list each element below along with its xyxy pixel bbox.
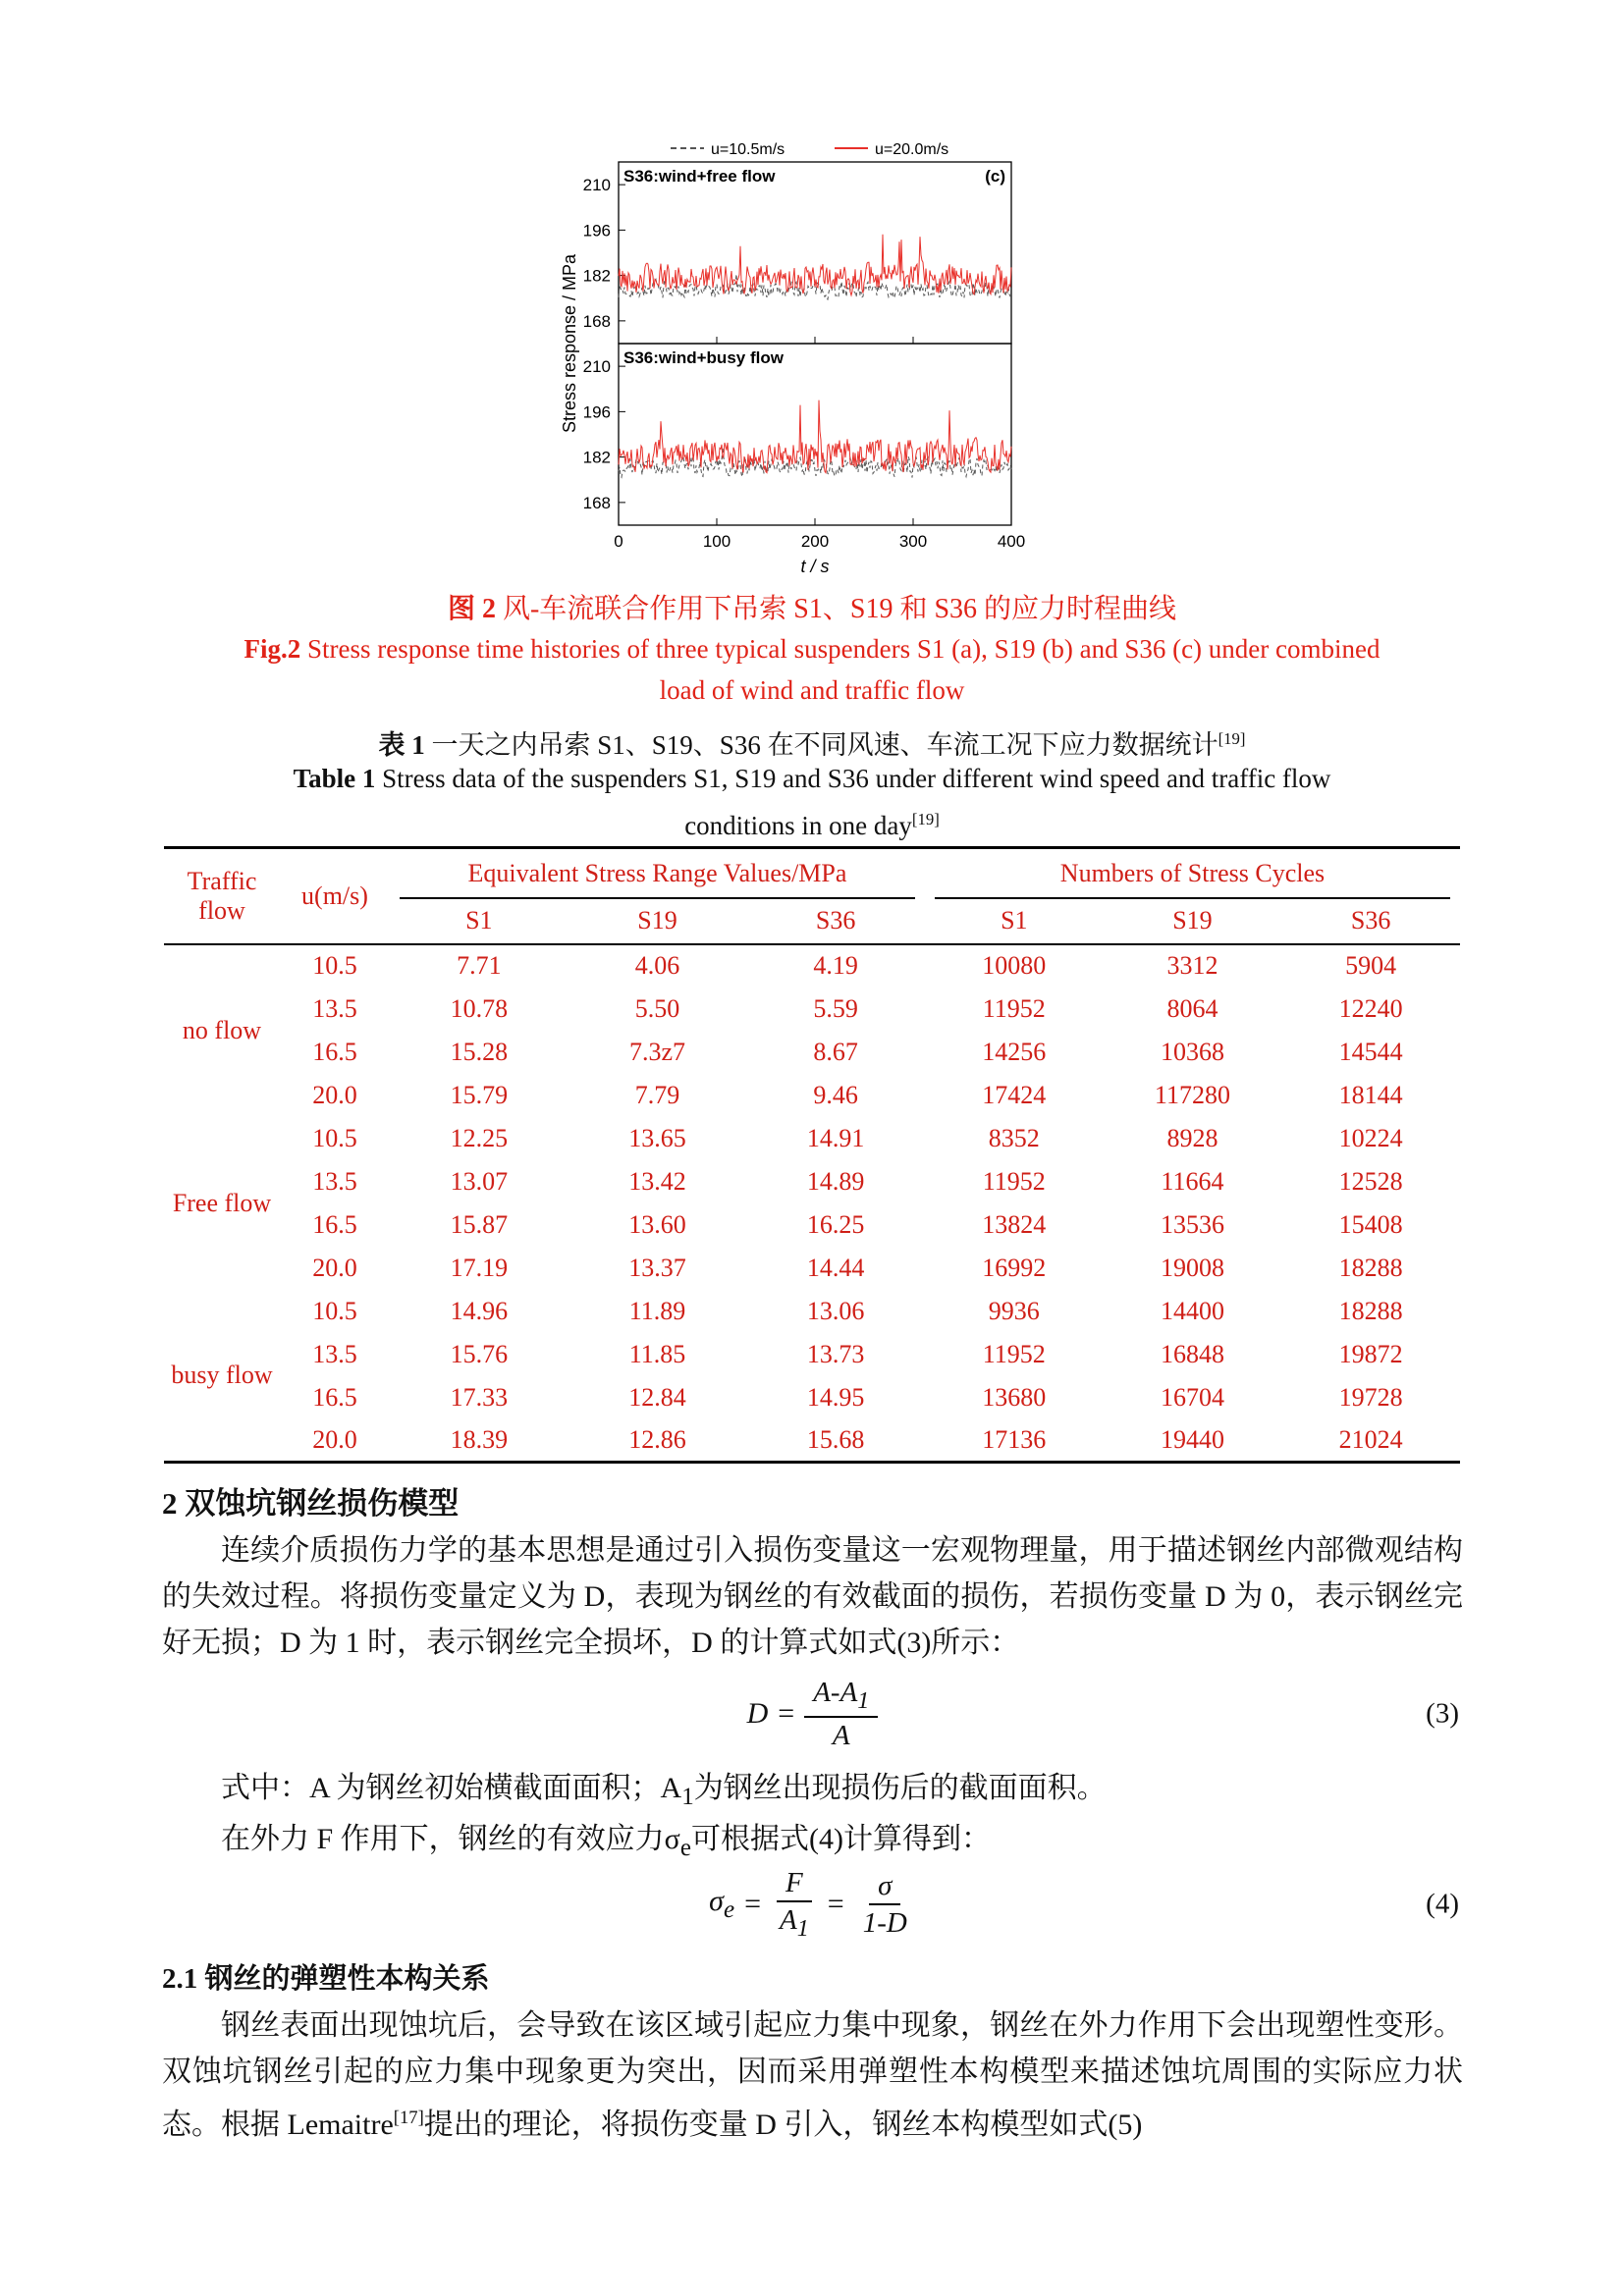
u-value-cell: 13.5 [312, 1166, 357, 1196]
u-value-cell: 10.5 [312, 1296, 357, 1325]
u-value-cell: 20.0 [312, 1424, 357, 1454]
equation-4-fraction-2-num: σ [869, 1868, 900, 1905]
table-cell: 13.42 [628, 1166, 686, 1196]
paragraph-constitutive [162, 2002, 1463, 2148]
table-cell: 3312 [1166, 951, 1218, 980]
table-cell: 5.50 [634, 993, 680, 1023]
table-row [164, 1031, 1460, 1074]
y-axis-label: Stress response / MPa [560, 253, 579, 434]
u-value-cell: 13.5 [312, 993, 357, 1023]
table-cell: 10.78 [450, 993, 509, 1023]
table-row [164, 1247, 1460, 1290]
table-row [164, 1290, 1460, 1333]
x-tick-label: 200 [800, 532, 830, 551]
equation-4-body [709, 1865, 916, 1944]
table-row [164, 1203, 1460, 1247]
figure-caption-zh [0, 589, 1624, 630]
table-row [164, 944, 1460, 988]
table-cell: 7.71 [457, 951, 502, 980]
table-caption-en-reference: [19] [911, 810, 940, 828]
table-cell: 8928 [1166, 1123, 1218, 1152]
table-row [164, 1074, 1460, 1117]
figure-caption-en-label: Fig.2 [244, 634, 301, 664]
table-cell: 14544 [1338, 1037, 1403, 1066]
figure-2-chart [560, 137, 1031, 584]
equation-4-fraction-2-den: 1-D [862, 1907, 907, 1939]
eq4-intro-sub: e [679, 1835, 691, 1861]
table-cell: 12.86 [628, 1424, 686, 1454]
table-cell: 19872 [1338, 1339, 1403, 1368]
table-cell: 15.79 [450, 1080, 509, 1109]
table-cell: 16848 [1160, 1339, 1224, 1368]
y-tick-label: 168 [582, 311, 611, 331]
constitutive-text-a: 钢丝表面出现蚀坑后，会导致在该区域引起应力集中现象，钢丝在外力作用下会出现塑性变形。双蚀坑钢丝引起的应力集中现象更为突出，因而采用弹塑性本构模型来描述蚀坑周围的实际应力状态。根据 Lemaitre [162, 2009, 1463, 2141]
table-cell: 14.95 [806, 1382, 865, 1412]
y-tick-label: 182 [582, 448, 611, 467]
traffic-flow-group-label: Free flow [172, 1188, 272, 1217]
equation-4-fraction-2 [854, 1868, 916, 1942]
table-cell: 10368 [1160, 1037, 1224, 1066]
equation-3-number: (3) [1426, 1697, 1459, 1730]
col-header-s36-range: S36 [746, 899, 925, 944]
table-cell: 8352 [988, 1123, 1040, 1152]
equation-3-denominator: A [832, 1719, 850, 1751]
table-cell: 19008 [1160, 1253, 1224, 1282]
col-group-stress-cycles: Numbers of Stress Cycles [925, 848, 1460, 899]
table-cell: 11952 [982, 993, 1046, 1023]
y-tick-label: 168 [582, 493, 611, 512]
panel-frame-0 [619, 162, 1011, 344]
table-cell: 12528 [1338, 1166, 1403, 1196]
table-cell: 13.73 [806, 1339, 865, 1368]
table-cell: 16.25 [806, 1209, 865, 1239]
table-cell: 15.28 [450, 1037, 509, 1066]
table-cell: 11664 [1161, 1166, 1224, 1196]
x-tick-label: 0 [614, 532, 623, 551]
equation-3 [162, 1669, 1463, 1759]
table-cell: 13.06 [806, 1296, 865, 1325]
eq4-intro-text-b: 可根据式(4)计算得到： [690, 1823, 991, 1855]
equation-4-lhs [709, 1885, 734, 1924]
equation-3-numerator-sub: 1 [857, 1686, 870, 1714]
table-cell: 17424 [982, 1080, 1047, 1109]
table-cell: 9.46 [813, 1080, 858, 1109]
col-group-stress-range: Equivalent Stress Range Values/MPa [390, 848, 925, 899]
table-row [164, 988, 1460, 1031]
col-header-u: u(m/s) [280, 848, 390, 944]
section-2-heading: 2 双蚀坑钢丝损伤模型 [162, 1486, 460, 1521]
x-tick-label: 400 [997, 532, 1026, 551]
table-cell: 19728 [1338, 1382, 1403, 1412]
stress-chart [560, 137, 1031, 584]
legend-label-1: u=20.0m/s [875, 141, 949, 158]
table-cell: 13.37 [628, 1253, 686, 1282]
equation-4-lhs-sub: e [723, 1896, 735, 1923]
table-caption-en [241, 758, 1383, 846]
panel-title-1: S36:wind+busy flow [623, 348, 784, 367]
y-tick-label: 196 [582, 402, 611, 422]
equation-4-fraction-1-num: F [777, 1865, 812, 1902]
u-value-cell: 10.5 [312, 1123, 357, 1152]
panel-frame-1 [619, 344, 1011, 525]
table-caption-zh-text: 一天之内吊索 S1、S19、S36 在不同风速、车流工况下应力数据统计 [424, 730, 1218, 760]
panel-title-0: S36:wind+free flow [623, 167, 776, 186]
table-cell: 12.25 [450, 1123, 509, 1152]
y-tick-label: 182 [582, 266, 611, 286]
table-cell: 117280 [1154, 1080, 1230, 1109]
table-cell: 14400 [1160, 1296, 1224, 1325]
u-value-cell: 20.0 [312, 1080, 357, 1109]
paragraph-damage-model: 连续介质损伤力学的基本思想是通过引入损伤变量这一宏观物理量，用于描述钢丝内部微观结构的失效过程。将损伤变量定义为 D，表现为钢丝的有效截面的损伤，若损伤变量 D 为 0，表示钢丝完好无损；D 为 1 时，表示钢丝完全损坏，D 的计算式如式(3)所示： [162, 1534, 1463, 1659]
equation-4 [162, 1857, 1463, 1951]
table-cell: 7.79 [634, 1080, 680, 1109]
equation-3-equals: = [778, 1697, 795, 1730]
section-2-1-heading: 2.1 钢丝的弹塑性本构关系 [162, 1963, 490, 1995]
table-cell: 11952 [982, 1166, 1046, 1196]
equation-3-numerator-var: A-A [813, 1676, 858, 1708]
table-cell: 13824 [982, 1209, 1047, 1239]
series-0-1 [619, 235, 1011, 295]
x-tick-label: 100 [702, 532, 731, 551]
table-cell: 17136 [982, 1424, 1047, 1454]
table-cell: 14.91 [806, 1123, 865, 1152]
table-cell: 10224 [1338, 1123, 1403, 1152]
table-cell: 14.89 [806, 1166, 865, 1196]
table-row [164, 1376, 1460, 1419]
table-row [164, 1333, 1460, 1376]
table-cell: 12.84 [628, 1382, 686, 1412]
traffic-flow-group-label: no flow [182, 1016, 262, 1044]
table-cell: 15.68 [806, 1424, 865, 1454]
u-value-cell: 13.5 [312, 1339, 357, 1368]
table-cell: 15.87 [450, 1209, 509, 1239]
table-cell: 21024 [1338, 1424, 1403, 1454]
x-axis-label: t / s [800, 557, 830, 576]
table-cell: 16704 [1160, 1382, 1224, 1412]
table-row [164, 1117, 1460, 1160]
equation-4-number: (4) [1426, 1888, 1459, 1920]
table-cell: 17.19 [450, 1253, 509, 1282]
table-cell: 7.3z7 [628, 1037, 685, 1066]
equation-3-lhs: D [746, 1697, 769, 1730]
table-header-row-1 [164, 848, 1460, 899]
table-cell: 5.59 [813, 993, 858, 1023]
table-cell: 5904 [1345, 951, 1397, 980]
equation-4-lhs-var: σ [709, 1885, 724, 1917]
table-body [164, 944, 1460, 1463]
table-cell: 13.07 [450, 1166, 509, 1196]
figure-caption-zh-text: 风-车流联合作用下吊索 S1、S19 和 S36 的应力时程曲线 [495, 594, 1177, 624]
legend-label-0: u=10.5m/s [711, 141, 785, 158]
series-1-1 [619, 400, 1011, 473]
col-header-s1-range: S1 [390, 899, 568, 944]
table-cell: 15.76 [450, 1339, 509, 1368]
col-header-s19-range: S19 [568, 899, 747, 944]
table-cell: 8064 [1166, 993, 1218, 1023]
table-cell: 18144 [1338, 1080, 1403, 1109]
constitutive-text-b: 提出的理论，将损伤变量 D 引入，钢丝本构模型如式(5) [423, 2109, 1143, 2141]
equation-3-numerator [804, 1675, 878, 1718]
eq3-notation-text-b: 为钢丝出现损伤后的截面面积。 [693, 1772, 1107, 1804]
eq3-notation-sub: 1 [681, 1784, 694, 1810]
figure-caption-zh-label: 图 2 [447, 594, 496, 624]
table-row [164, 1419, 1460, 1463]
table-cell: 14256 [982, 1037, 1047, 1066]
table-caption-en-text: Stress data of the suspenders S1, S19 and S36 under different wind speed and traffic flow conditions in one day [375, 764, 1331, 840]
equation-3-body [747, 1675, 879, 1753]
table-cell: 18288 [1338, 1253, 1403, 1282]
table-cell: 13.60 [628, 1209, 686, 1239]
table-cell: 10080 [982, 951, 1047, 980]
table-caption-zh-label: 表 1 [378, 730, 425, 760]
figure-caption-en-text: Stress response time histories of three typical suspenders S1 (a), S19 (b) and S36 (c) under combined load of wind and traffic flow [300, 634, 1380, 705]
table-1 [164, 846, 1460, 1464]
table-cell: 19440 [1160, 1424, 1224, 1454]
col-header-traffic-flow: Traffic flow [164, 848, 280, 944]
table-cell: 11.85 [628, 1339, 686, 1368]
equation-4-equals-1: = [744, 1888, 761, 1920]
table-cell: 13.65 [628, 1123, 686, 1152]
x-tick-label: 300 [898, 532, 928, 551]
table-cell: 12240 [1338, 993, 1403, 1023]
table-cell: 15408 [1338, 1209, 1403, 1239]
paragraph-eq3-notation [162, 1765, 1463, 1820]
table-cell: 13536 [1160, 1209, 1224, 1239]
table-cell: 18288 [1338, 1296, 1403, 1325]
table-cell: 11.89 [628, 1296, 686, 1325]
table-cell: 4.06 [634, 951, 680, 980]
eq3-notation-text-a: 式中：A 为钢丝初始横截面面积；A [221, 1772, 682, 1804]
table-cell: 18.39 [450, 1424, 509, 1454]
table-row [164, 1160, 1460, 1203]
table-cell: 8.67 [813, 1037, 858, 1066]
col-header-s36-cycles: S36 [1281, 899, 1460, 944]
table-cell: 13680 [982, 1382, 1047, 1412]
u-value-cell: 16.5 [312, 1037, 357, 1066]
equation-4-fraction-1-den-sub: 1 [796, 1914, 809, 1942]
constitutive-reference: [17] [393, 2108, 424, 2128]
panel-annotation: (c) [985, 167, 1005, 186]
table-cell: 4.19 [813, 951, 858, 980]
figure-caption-en [241, 628, 1383, 711]
u-value-cell: 20.0 [312, 1253, 357, 1282]
table-cell: 14.44 [806, 1253, 865, 1282]
u-value-cell: 16.5 [312, 1209, 357, 1239]
equation-4-equals-2: = [827, 1888, 844, 1920]
equation-4-fraction-1-den [771, 1902, 818, 1944]
table-cell: 11952 [982, 1339, 1046, 1368]
y-tick-label: 210 [582, 357, 611, 377]
equation-4-fraction-1-den-var: A [780, 1904, 797, 1937]
u-value-cell: 10.5 [312, 951, 357, 980]
eq4-intro-text-a: 在外力 F 作用下，钢丝的有效应力σ [221, 1823, 680, 1855]
y-tick-label: 196 [582, 221, 611, 240]
col-header-s1-cycles: S1 [925, 899, 1104, 944]
table-caption-zh-reference: [19] [1218, 729, 1246, 748]
table-caption-en-label: Table 1 [293, 764, 376, 793]
table-cell: 16992 [982, 1253, 1047, 1282]
table-cell: 9936 [988, 1296, 1040, 1325]
y-tick-label: 210 [582, 176, 611, 195]
u-value-cell: 16.5 [312, 1382, 357, 1412]
table-cell: 17.33 [450, 1382, 509, 1412]
equation-4-fraction-1 [771, 1865, 818, 1944]
table-cell: 14.96 [450, 1296, 509, 1325]
col-header-s19-cycles: S19 [1104, 899, 1282, 944]
traffic-flow-group-label: busy flow [171, 1360, 273, 1389]
equation-3-fraction [804, 1675, 878, 1753]
